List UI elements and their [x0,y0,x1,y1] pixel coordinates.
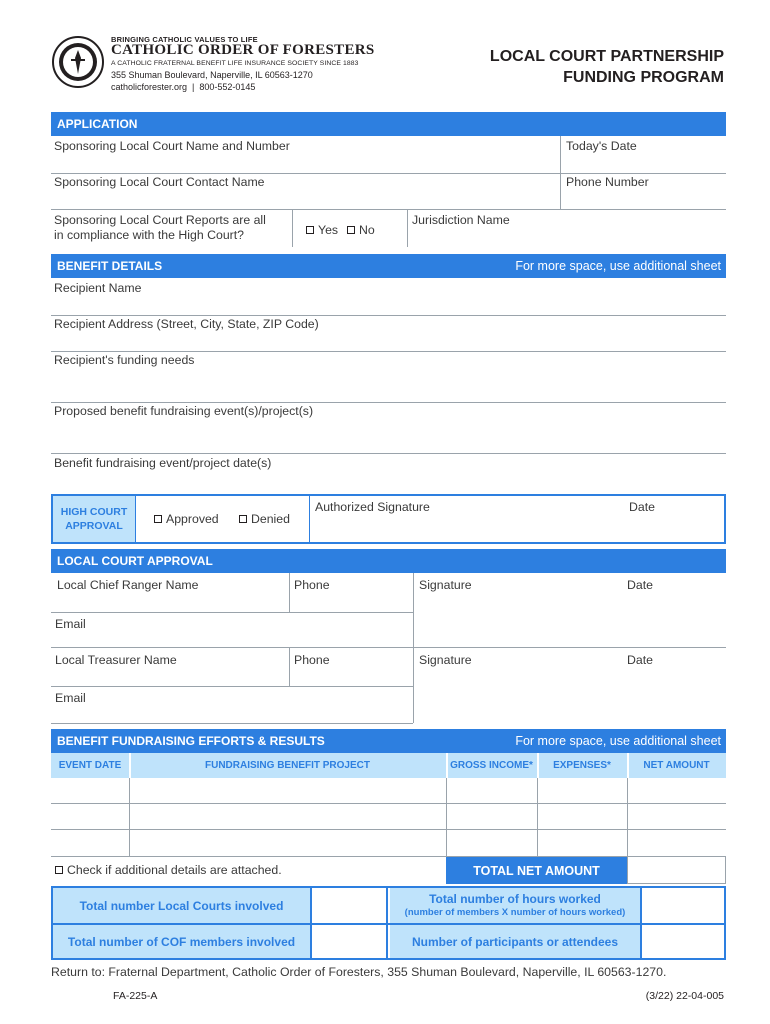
col-gross-income: GROSS INCOME* [450,760,533,771]
total-members-label: Total number of COF members involved [53,925,310,958]
treasurer-date-label: Date [627,653,653,667]
table-row[interactable] [51,830,726,857]
participants-field[interactable] [640,925,724,958]
high-court-date-label: Date [629,500,655,514]
chief-ranger-email-label: Email [55,617,86,631]
total-net-amount-field[interactable] [627,857,726,884]
compliance-line1: Sponsoring Local Court Reports are all [54,213,266,227]
form-revision: (3/22) 22-04-005 [645,990,724,1002]
court-name-label: Sponsoring Local Court Name and Number [54,139,290,153]
high-court-label-line2: APPROVAL [65,520,123,532]
approved-option[interactable] [154,512,219,526]
treasurer-email-label: Email [55,691,86,705]
compliance-question [54,213,266,243]
org-subtitle: A CATHOLIC FRATERNAL BENEFIT LIFE INSURANCE SOCIETY SINCE 1883 [111,60,359,67]
form-title-line1: LOCAL COURT PARTNERSHIP [489,48,724,65]
total-hours-cell [390,888,640,923]
org-contact: catholicforester.org | 800-552-0145 [111,82,256,92]
return-to-address: Return to: Fraternal Department, Catholic Order of Foresters, 355 Shuman Boulevard, Naperville, IL 60563-1270. [51,965,667,979]
additional-details-checkbox[interactable] [55,866,63,874]
no-label: No [359,223,375,237]
total-hours-label: Total number of hours worked [429,891,601,906]
application-heading: APPLICATION [57,117,138,131]
table-row[interactable] [51,778,726,804]
total-members-field[interactable] [310,925,388,958]
results-header [51,729,726,753]
chief-ranger-signature-label: Signature [419,578,472,592]
todays-date-label: Today's Date [566,139,637,153]
total-net-amount-label: TOTAL NET AMOUNT [446,857,627,884]
total-courts-field[interactable] [310,888,388,923]
tagline: BRINGING CATHOLIC VALUES TO LIFE [111,35,258,44]
col-event-date: EVENT DATE [58,760,122,771]
benefit-heading: BENEFIT DETAILS [57,259,163,273]
results-heading: BENEFIT FUNDRAISING EFFORTS & RESULTS [57,734,325,748]
phone-number-label: Phone Number [566,175,649,189]
chief-ranger-phone-label: Phone [294,578,330,592]
event-dates-label: Benefit fundraising event/project date(s) [54,456,272,470]
compliance-line2: in compliance with the High Court? [54,228,245,242]
application-header [51,112,726,136]
high-court-label-cell [53,496,135,542]
benefit-details-header [51,254,726,278]
total-courts-label: Total number Local Courts involved [53,888,310,923]
results-note: For more space, use additional sheet [515,734,721,748]
authorized-signature-label: Authorized Signature [315,500,430,514]
participants-label: Number of participants or attendees [390,925,640,958]
org-address: 355 Shuman Boulevard, Naperville, IL 60563-1270 [111,70,313,80]
denied-checkbox[interactable] [239,515,247,523]
additional-details-option[interactable] [55,863,282,877]
denied-label: Denied [251,512,290,526]
yes-label: Yes [318,223,339,237]
approved-checkbox[interactable] [154,515,162,523]
funding-needs-label: Recipient's funding needs [54,353,195,367]
yes-checkbox[interactable] [306,226,314,234]
form-title-line2: FUNDING PROGRAM [563,69,724,86]
denied-option[interactable] [239,512,290,526]
col-expenses: EXPENSES* [553,760,611,771]
compliance-no-option[interactable] [347,223,375,237]
chief-ranger-date-label: Date [627,578,653,592]
recipient-address-label: Recipient Address (Street, City, State, ZIP Code) [54,317,319,331]
proposed-event-label: Proposed benefit fundraising event(s)/project(s) [54,404,314,418]
jurisdiction-label: Jurisdiction Name [412,213,510,227]
local-approval-header [51,549,726,573]
local-approval-heading: LOCAL COURT APPROVAL [57,554,213,568]
recipient-name-label: Recipient Name [54,281,142,295]
no-checkbox[interactable] [347,226,355,234]
treasurer-phone-label: Phone [294,653,330,667]
org-name: CATHOLIC ORDER OF FORESTERS [111,42,375,58]
benefit-note: For more space, use additional sheet [515,259,721,273]
table-row[interactable] [51,804,726,830]
additional-details-label: Check if additional details are attached. [67,863,282,877]
chief-ranger-label: Local Chief Ranger Name [57,578,199,592]
contact-name-label: Sponsoring Local Court Contact Name [54,175,265,189]
col-fundraising-project: FUNDRAISING BENEFIT PROJECT [204,760,370,771]
form-id: FA-225-A [113,990,158,1002]
total-hours-field[interactable] [640,888,724,923]
total-hours-sublabel: (number of members X number of hours worked) [404,906,626,918]
col-net-amount: NET AMOUNT [643,760,710,771]
high-court-label-line1: HIGH COURT [60,506,128,518]
approved-label: Approved [166,512,219,526]
treasurer-signature-label: Signature [419,653,472,667]
cof-seal-logo [52,36,104,88]
compliance-yes-option[interactable] [306,223,338,237]
treasurer-label: Local Treasurer Name [55,653,177,667]
